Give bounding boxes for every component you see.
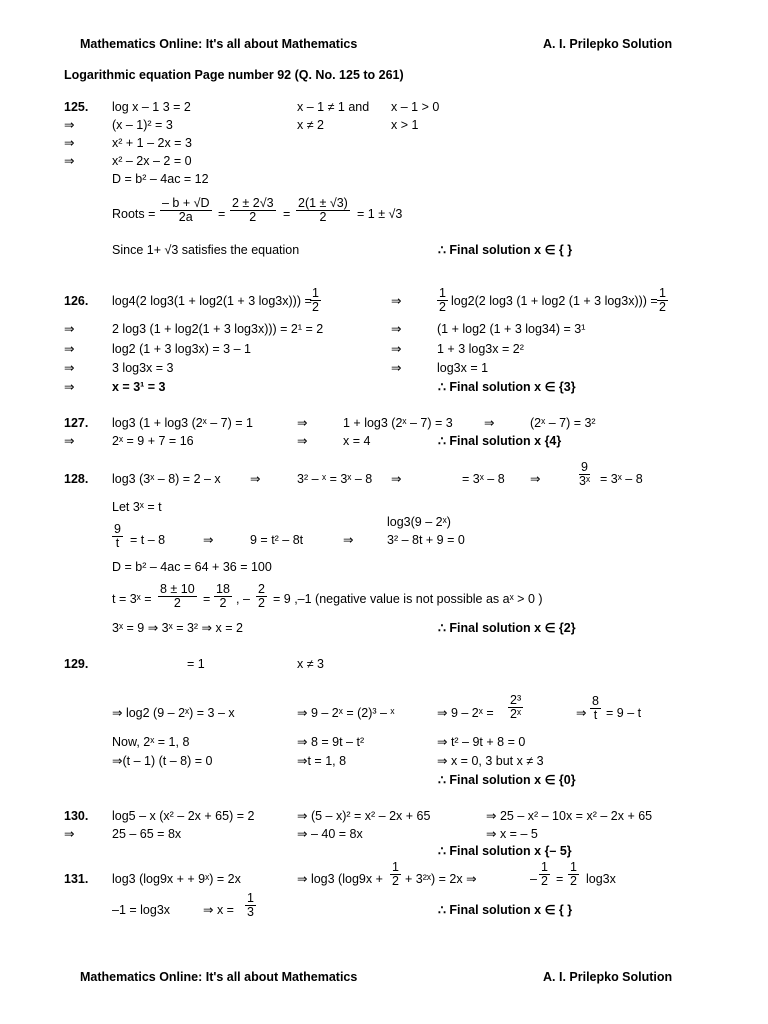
fraction-numerator: 1: [439, 286, 446, 300]
q126-fraction-half: [310, 287, 321, 314]
equals-sign: =: [218, 207, 226, 221]
q126-right-fraction-half-2: [657, 287, 668, 314]
q125-root-fraction-3: [296, 197, 350, 224]
fraction-numerator: 8 ± 10: [160, 582, 195, 596]
q129-line4: ⇒(t – 1) (t – 8) = 0: [112, 754, 213, 768]
q128-final-solution: ∴ Final solution x ∈ {2}: [438, 621, 576, 635]
q130-line2-right: ⇒ x = – 5: [486, 827, 538, 841]
fraction-numerator: 1: [541, 860, 548, 874]
q131-right-fraction-1: [539, 861, 550, 888]
implies-arrow: ⇒: [64, 361, 75, 375]
q128-line3: = t – 8: [130, 533, 166, 547]
q129-line3-right: ⇒ t² – 9t + 8 = 0: [437, 735, 526, 749]
q131-fraction-one-third: [245, 892, 256, 919]
implies-arrow: ⇒: [64, 827, 75, 841]
header-right: A. I. Prilepko Solution: [543, 37, 673, 51]
implies-arrow: ⇒: [64, 322, 75, 336]
q128-line1-right: = 3ˣ – 8: [600, 472, 643, 486]
q130-line1-right: ⇒ 25 – x² – 10x = x² – 2x + 65: [486, 809, 653, 823]
fraction-numerator: 18: [216, 582, 230, 596]
q131-final-solution: ∴ Final solution x ∈ { }: [438, 903, 573, 917]
fraction-denominator: 2: [392, 874, 399, 888]
fraction-denominator: 3: [247, 905, 254, 919]
q125-line1: log x – 1 3 = 2: [112, 100, 191, 114]
implies-arrow: ⇒: [343, 533, 354, 547]
q127-line2-mid: x = 4: [343, 434, 371, 448]
q130-line1: log5 – x (x² – 2x + 65) = 2: [112, 809, 255, 823]
q129-line4-mid: ⇒t = 1, 8: [297, 754, 347, 768]
q128-number: 128.: [64, 472, 89, 486]
implies-arrow: ⇒: [530, 472, 541, 486]
fraction-numerator: 8: [592, 694, 599, 708]
q131-line2: –1 = log3x: [112, 903, 171, 917]
q128-line1: log3 (3ˣ – 8) = 2 – x: [112, 472, 221, 486]
q128-line5-label: t = 3ˣ =: [112, 592, 152, 606]
q131-line1-mid-prefix: ⇒ log3 (log9x +: [297, 872, 383, 886]
q131-line2-mid: ⇒ x =: [203, 903, 234, 917]
q128-line4: D = b² – 4ac = 64 + 36 = 100: [112, 560, 272, 574]
equals-sign: =: [556, 872, 564, 886]
implies-arrow: ⇒: [64, 154, 75, 168]
q129-line2-far: = 9 – t: [606, 706, 642, 720]
q125-cond4: x > 1: [391, 118, 419, 132]
fraction-numerator: 9: [581, 460, 588, 474]
q128-line3-mid: 9 = t² – 8t: [250, 533, 304, 547]
q126-number: 126.: [64, 294, 89, 308]
fraction-numerator: 2 ± 2√3: [232, 196, 274, 210]
implies-arrow: ⇒: [391, 294, 402, 308]
fraction-denominator: 2: [258, 596, 265, 610]
implies-arrow: ⇒: [297, 434, 308, 448]
q129-line4-right: ⇒ x = 0, 3 but x ≠ 3: [437, 754, 544, 768]
fraction-numerator: 1: [570, 860, 577, 874]
implies-arrow: ⇒: [64, 136, 75, 150]
fraction-denominator: 2: [541, 874, 548, 888]
q127-number: 127.: [64, 416, 89, 430]
q127-final-solution: ∴ Final solution x {4}: [438, 434, 562, 448]
implies-arrow: ⇒: [391, 342, 402, 356]
implies-arrow: ⇒: [297, 416, 308, 430]
fraction-denominator: 2: [570, 874, 577, 888]
fraction-numerator: 1: [659, 286, 666, 300]
q131-line1: log3 (log9x + + 9ˣ) = 2x: [112, 872, 241, 886]
q126-line1: log4(2 log3(1 + log2(1 + 3 log3x))) =: [112, 294, 312, 308]
q125-root-fraction-2: [230, 197, 276, 224]
q130-line1-mid: ⇒ (5 – x)² = x² – 2x + 65: [297, 809, 431, 823]
q128-fraction-8pm10: [158, 583, 197, 610]
implies-arrow: ⇒: [64, 118, 75, 132]
q130-final-solution: ∴ Final solution x {– 5}: [438, 844, 572, 858]
q129-line2-right-prefix: ⇒ 9 – 2ˣ =: [437, 706, 494, 720]
fraction-numerator: 2³: [510, 693, 522, 707]
q129-line3: Now, 2ˣ = 1, 8: [112, 735, 190, 749]
page-title: Logarithmic equation Page number 92 (Q. No. 125 to 261): [64, 68, 404, 82]
q128-line1-mid: 3² – ˣ = 3ˣ – 8: [297, 472, 373, 486]
q126-right-line1: log2(2 log3 (1 + log2 (1 + 3 log3x))) =: [451, 294, 658, 308]
fraction-denominator: 2: [659, 300, 666, 314]
fraction-denominator: 2a: [178, 210, 193, 224]
q129-line1: = 1: [187, 657, 205, 671]
q126-right-fraction-half: [437, 287, 448, 314]
implies-arrow: ⇒: [391, 322, 402, 336]
fraction-numerator: 9: [114, 522, 121, 536]
implies-arrow: ⇒: [64, 434, 75, 448]
q125-root-fraction-1: [160, 197, 212, 224]
q130-number: 130.: [64, 809, 89, 823]
fraction-denominator: 2: [312, 300, 319, 314]
q126-line2: 2 log3 (1 + log2(1 + 3 log3x))) = 2¹ = 2: [112, 322, 324, 336]
q130-line2: 25 – 65 = 8x: [112, 827, 182, 841]
q129-final-solution: ∴ Final solution x ∈ {0}: [438, 773, 576, 787]
q131-number: 131.: [64, 872, 89, 886]
q131-line1-mid-post: + 3²ˣ) = 2x ⇒: [405, 872, 477, 886]
q128-fraction-9-over-3x: [577, 461, 592, 488]
implies-arrow: ⇒: [391, 361, 402, 375]
q125-line2: (x – 1)² = 3: [112, 118, 173, 132]
q125-cond2: x – 1 > 0: [391, 100, 440, 114]
q125-line3: x² + 1 – 2x = 3: [112, 136, 192, 150]
q127-line1-right: (2ˣ – 7) = 3²: [530, 416, 596, 430]
q125-since: Since 1+ √3 satisfies the equation: [112, 243, 300, 257]
footer-left: Mathematics Online: It's all about Mathematics: [80, 970, 358, 984]
q128-fraction-2-over-2: [256, 583, 267, 610]
q125-roots-label: Roots =: [112, 207, 156, 221]
q130-line2-mid: ⇒ – 40 = 8x: [297, 827, 363, 841]
fraction-numerator: 1: [312, 286, 319, 300]
q129-line3-mid: ⇒ 8 = 9t – t²: [297, 735, 365, 749]
implies-arrow: ⇒: [391, 472, 402, 486]
header-left: Mathematics Online: It's all about Mathematics: [80, 37, 358, 51]
q128-line6: 3ˣ = 9 ⇒ 3ˣ = 3² ⇒ x = 2: [112, 621, 243, 635]
q129-number: 129.: [64, 657, 89, 671]
fraction-denominator: 2: [319, 210, 327, 224]
q131-line1-right-post: log3x: [586, 872, 616, 886]
q128-line1-mid2: = 3ˣ – 8: [462, 472, 505, 486]
implies-arrow: ⇒: [250, 472, 261, 486]
fraction-numerator: – b + √D: [162, 196, 210, 210]
implies-arrow: ⇒: [64, 380, 75, 394]
q126-line5: x = 3¹ = 3: [112, 380, 166, 394]
fraction-denominator: 3ˣ: [579, 474, 591, 488]
q126-line4: 3 log3x = 3: [112, 361, 174, 375]
equals-sign: =: [203, 592, 211, 606]
fraction-denominator: t: [115, 536, 120, 550]
q125-cond1: x – 1 ≠ 1 and: [297, 100, 370, 114]
fraction-denominator: 2: [219, 596, 227, 610]
fraction-denominator: 2: [439, 300, 446, 314]
q127-line1-mid: 1 + log3 (2ˣ – 7) = 3: [343, 416, 453, 430]
fraction-numerator: 1: [392, 860, 399, 874]
comma-minus: , –: [236, 592, 250, 606]
fraction-denominator: t: [593, 708, 598, 722]
q126-right-line2: (1 + log2 (1 + 3 log34) = 3¹: [437, 322, 586, 336]
fraction-denominator: 2: [249, 210, 257, 224]
q126-final-solution: ∴ Final solution x ∈ {3}: [438, 380, 576, 394]
q129-fraction-2cube-over-2x: [508, 694, 523, 721]
implies-arrow: ⇒: [203, 533, 214, 547]
q129-cond: x ≠ 3: [297, 657, 325, 671]
q128-overlap-text-1: log3(9 – 2ˣ): [387, 515, 451, 529]
q129-line2-mid: ⇒ 9 – 2ˣ = (2)³ – ˣ: [297, 706, 395, 720]
q125-cond3: x ≠ 2: [297, 118, 325, 132]
fraction-denominator: 2ˣ: [510, 707, 522, 721]
q128-fraction-18-over-2: [214, 583, 232, 610]
q131-right-fraction-2: [568, 861, 579, 888]
q126-right-line3: 1 + 3 log3x = 2²: [437, 342, 524, 356]
fraction-numerator: 2(1 ± √3): [298, 196, 348, 210]
q131-fraction-half: [390, 861, 401, 888]
q129-line2: ⇒ log2 (9 – 2ˣ) = 3 – x: [112, 706, 235, 720]
q125-line5: D = b² – 4ac = 12: [112, 172, 209, 186]
fraction-numerator: 1: [247, 891, 254, 905]
q129-line2-far-prefix: ⇒: [576, 706, 587, 720]
q128-fraction-9-over-t: [112, 523, 123, 550]
q127-line1: log3 (1 + log3 (2ˣ – 7) = 1: [112, 416, 253, 430]
equals-sign: =: [283, 207, 291, 221]
q129-fraction-8-over-t: [590, 695, 601, 722]
q128-line5-tail: = 9 ,–1 (negative value is not possible as aˣ > 0 ): [273, 592, 543, 606]
q126-right-line4: log3x = 1: [437, 361, 489, 375]
q125-number: 125.: [64, 100, 89, 114]
q125-line4: x² – 2x – 2 = 0: [112, 154, 192, 168]
q128-overlap-text-2: 3² – 8t + 9 = 0: [387, 533, 465, 547]
q131-line1-right-prefix: –: [530, 872, 537, 886]
q126-line3: log2 (1 + 3 log3x) = 3 – 1: [112, 342, 251, 356]
fraction-numerator: 2: [258, 582, 265, 596]
q125-final-solution: ∴ Final solution x ∈ { }: [438, 243, 573, 257]
implies-arrow: ⇒: [64, 342, 75, 356]
q125-roots-tail: = 1 ± √3: [357, 207, 403, 221]
footer-right: A. I. Prilepko Solution: [543, 970, 673, 984]
implies-arrow: ⇒: [484, 416, 495, 430]
fraction-denominator: 2: [173, 596, 181, 610]
q128-line2: Let 3ˣ = t: [112, 500, 162, 514]
q127-line2: 2ˣ = 9 + 7 = 16: [112, 434, 194, 448]
